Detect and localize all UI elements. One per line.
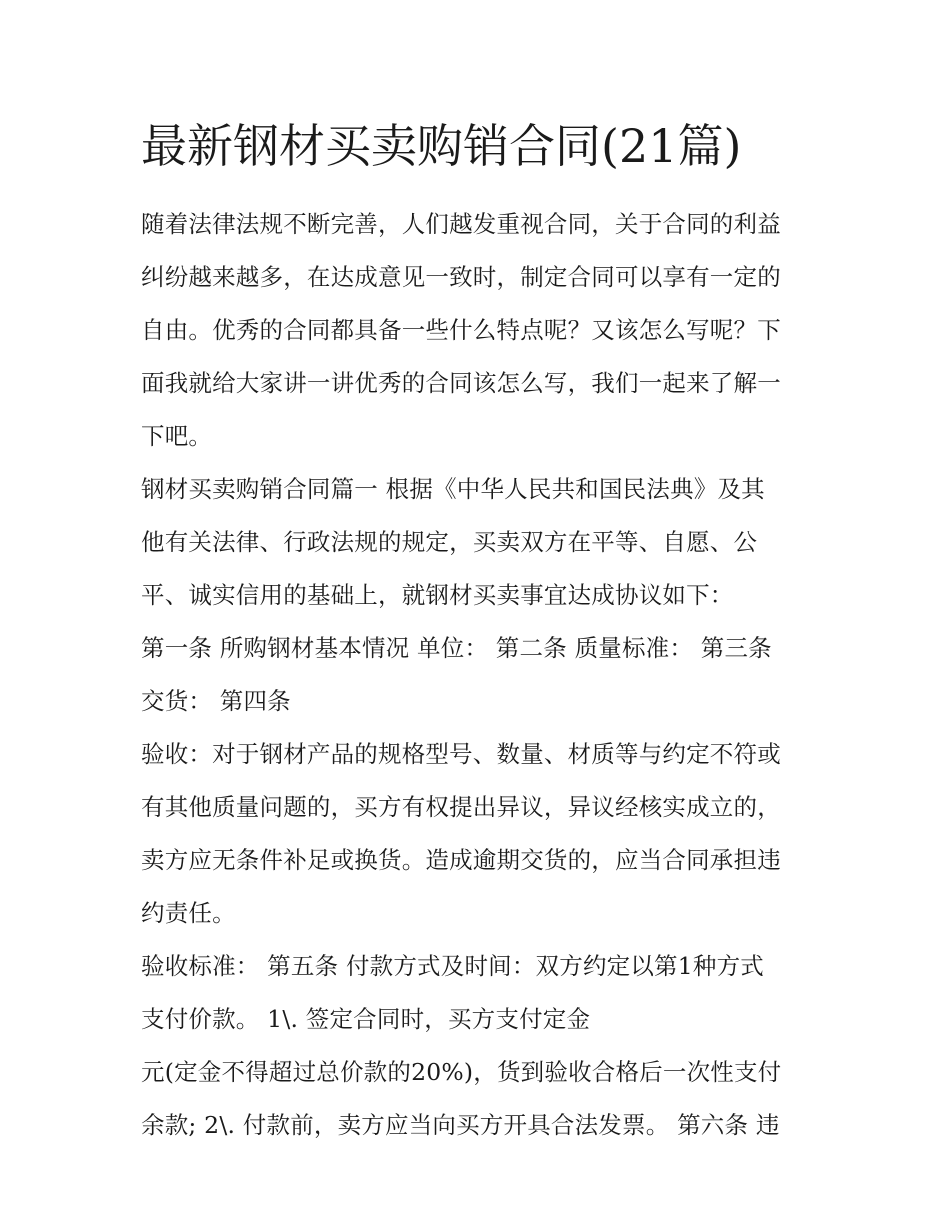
text-line: 卖方应无条件补足或换货。造成逾期交货的，应当合同承担违 <box>141 846 781 874</box>
paragraph-acceptance <box>141 728 821 940</box>
text-line: 交货： 第四条 <box>141 687 291 715</box>
text-line: 平、诚实信用的基础上，就钢材买卖事宜达成协议如下： <box>141 581 734 609</box>
text-line: 支付价款。 1\. 签定合同时，买方支付定金 <box>141 1005 591 1033</box>
text-line: 随着法律法规不断完善，人们越发重视合同，关于合同的利益 <box>141 210 781 238</box>
document-title: 最新钢材买卖购销合同(21篇) <box>141 119 742 173</box>
text-line: 纠纷越来越多，在达成意见一致时，制定合同可以享有一定的 <box>141 263 781 291</box>
text-line: 面我就给大家讲一讲优秀的合同该怎么写，我们一起来了解一 <box>141 369 781 397</box>
paragraph-contract-preamble <box>141 463 821 622</box>
paragraph-deposit <box>141 1046 821 1152</box>
text-line: 下吧。 <box>141 422 213 450</box>
text-line: 余款; 2\. 付款前，卖方应当向买方开具合法发票。 第六条 违 <box>141 1111 780 1139</box>
text-line: 验收：对于钢材产品的规格型号、数量、材质等与约定不符或 <box>141 740 781 768</box>
text-line: 元(定金不得超过总价款的20%)，货到验收合格后一次性支付 <box>141 1058 782 1086</box>
text-line: 他有关法律、行政法规的规定，买卖双方在平等、自愿、公 <box>141 528 758 556</box>
document-body <box>141 198 821 1152</box>
paragraph-intro <box>141 198 821 463</box>
text-line: 有其他质量问题的，买方有权提出异议，异议经核实成立的， <box>141 793 781 821</box>
paragraph-articles <box>141 622 821 728</box>
text-line: 自由。优秀的合同都具备一些什么特点呢？又该怎么写呢？下 <box>141 316 781 344</box>
text-line: 验收标准： 第五条 付款方式及时间：双方约定以第1种方式 <box>141 952 764 980</box>
paragraph-payment <box>141 940 821 1046</box>
text-line: 钢材买卖购销合同篇一 根据《中华人民共和国民法典》及其 <box>141 475 765 503</box>
text-line: 第一条 所购钢材基本情况 单位： 第二条 质量标准： 第三条 <box>141 634 772 662</box>
text-line: 约责任。 <box>141 899 236 927</box>
